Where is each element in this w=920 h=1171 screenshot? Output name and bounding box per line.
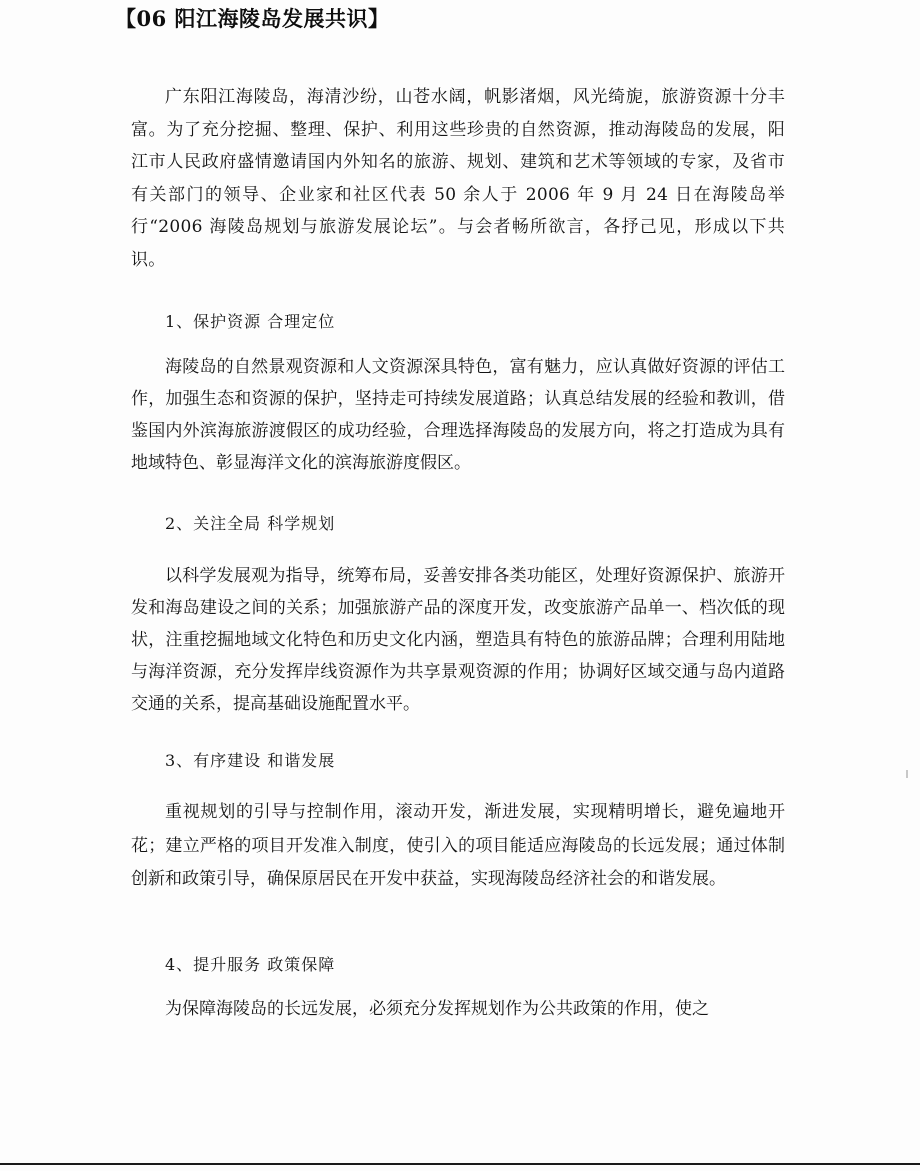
section-2-heading: 2、关注全局 科学规划 [165,514,336,533]
intro-paragraph: 广东阳江海陵岛，海清沙纷，山苍水阔，帆影渚烟，风光绮旎，旅游资源十分丰富。为了充分挖掘、整理、保护、利用这些珍贵的自然资源，推动海陵岛的发展，阳江市人民政府盛情邀请国内外知名的旅游、规划、建筑和艺术等领域的专家，及省市有关部门的领导、企业家和社区代表 50 余人于 2006 年 9 月 24 日在海陵岛举行“2006 海陵岛规划与旅游发展论坛”。与会者畅所欲言，各抒己见，形成以下共识。 [131,87,785,270]
section-4-heading: 4、提升服务 政策保障 [165,955,336,974]
section-2-body: 以科学发展观为指导，统筹布局，妥善安排各类功能区，处理好资源保护、旅游开发和海岛建设之间的关系；加强旅游产品的深度开发，改变旅游产品单一、档次低的现状，注重挖掘地域文化特色和历史文化内涵，塑造具有特色的旅游品牌；合理利用陆地与海洋资源，充分发挥岸线资源作为共享景观资源的作用；协调好区域交通与岛内道路交通的关系，提高基础设施配置水平。 [131,566,785,714]
page-bottom-rule [0,1163,920,1165]
section-1-body: 海陵岛的自然景观资源和人文资源深具特色，富有魅力，应认真做好资源的评估工作，加强生态和资源的保护，坚持走可持续发展道路；认真总结发展的经验和教训，借鉴国内外滨海旅游渡假区的成功经验，合理选择海陵岛的发展方向，将之打造成为具有地域特色、彰显海洋文化的滨海旅游度假区。 [131,357,785,473]
section-1-heading: 1、保护资源 合理定位 [165,312,336,331]
section-3-body: 重视规划的引导与控制作用，滚动开发，渐进发展，实现精明增长，避免遍地开花；建立严格的项目开发准入制度，使引入的项目能适应海陵岛的长远发展；通过体制创新和政策引导，确保原居民在开发中获益，实现海陵岛经济社会的和谐发展。 [131,802,785,889]
document-title: 【06 阳江海陵岛发展共识】 [115,6,390,31]
section-4-body: 为保障海陵岛的长远发展，必须充分发挥规划作为公共政策的作用，使之 [165,999,709,1019]
section-3-heading: 3、有序建设 和谐发展 [165,751,336,770]
scan-speck [906,770,908,778]
